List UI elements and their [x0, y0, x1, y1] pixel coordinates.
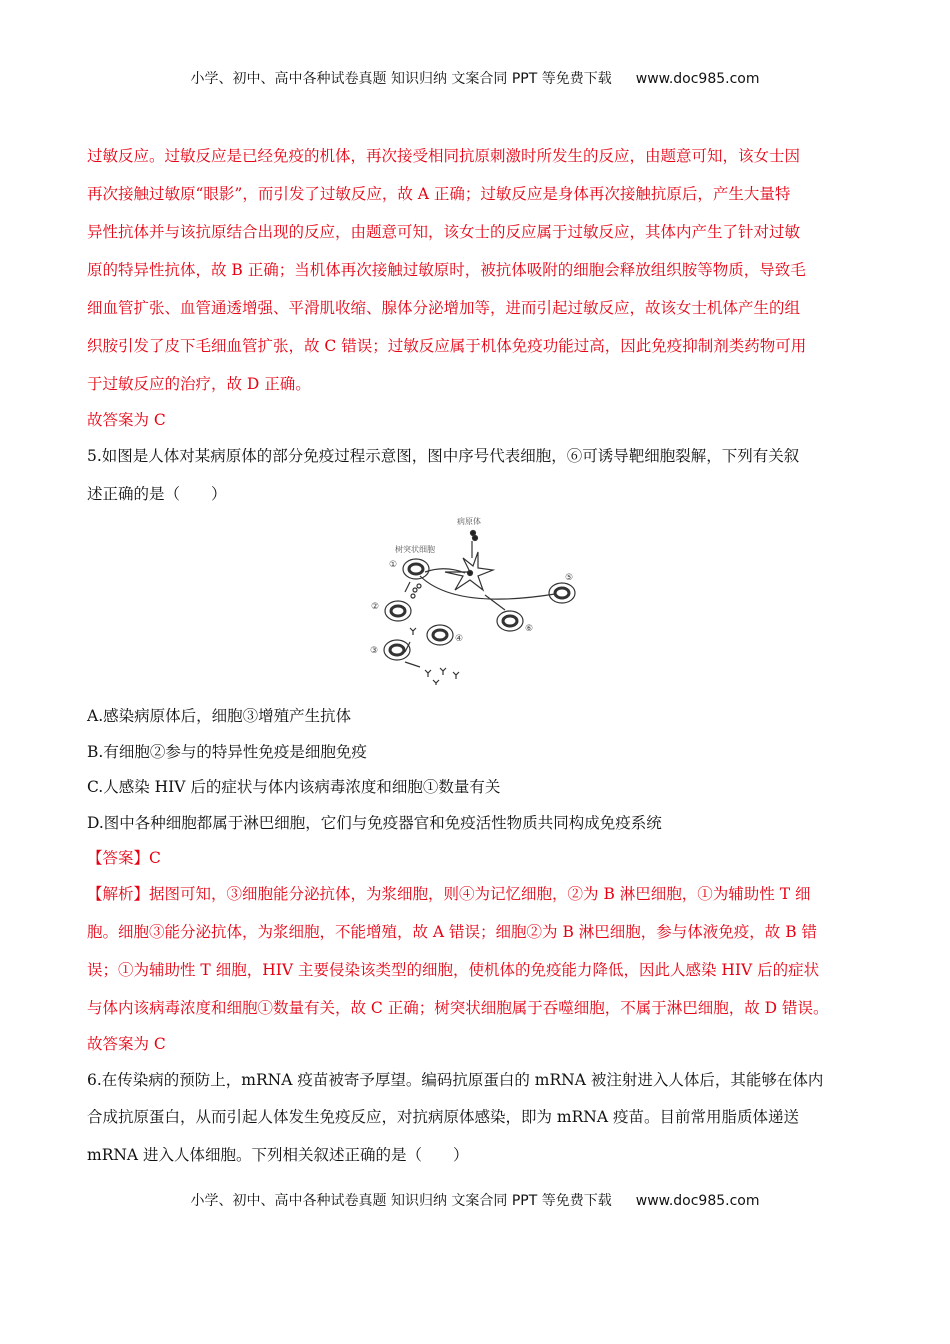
header-site-link[interactable]: www.doc985.com [635, 71, 760, 87]
q5-analysis-line [87, 884, 810, 904]
q5-analysis-line: 与体内该病毒浓度和细胞①数量有关，故 C 正确；树突状细胞属于吞噬细胞，不属于淋巴细胞，故 D 错误。 [87, 999, 829, 1017]
option-b: B.有细胞②参与的特异性免疫是细胞免疫 [87, 743, 367, 761]
explanation-line: 细血管扩张、血管通透增强、平滑肌收缩、腺体分泌增加等，进而引起过敏反应，故该女士机体产生的组 [87, 299, 801, 317]
q5-stem: 5.如图是人体对某病原体的部分免疫过程示意图，图中序号代表细胞，⑥可诱导靶细胞裂解，下列有关叙 [87, 447, 800, 465]
analysis-label: 【解析】 [87, 885, 150, 903]
option-c: C.人感染 HIV 后的症状与体内该病毒浓度和细胞①数量有关 [87, 778, 501, 796]
cell-label-6: ⑥ [525, 624, 534, 634]
q6-stem: mRNA 进入人体细胞。下列相关叙述正确的是（ ） [87, 1146, 469, 1164]
label-pathogen: 病原体 [457, 517, 481, 526]
q4-conclusion: 故答案为 C [87, 411, 166, 429]
option-d: D.图中各种细胞都属于淋巴细胞，它们与免疫器官和免疫活性物质共同构成免疫系统 [87, 814, 662, 832]
immune-process-diagram [365, 510, 585, 685]
q6-stem: 6.在传染病的预防上，mRNA 疫苗被寄予厚望。编码抗原蛋白的 mRNA 被注射进入人体后，其能够在体内 [87, 1071, 824, 1089]
q5-conclusion: 故答案为 C [87, 1035, 166, 1053]
footer-site-link[interactable]: www.doc985.com [635, 1193, 760, 1209]
explanation-line: 织胺引发了皮下毛细血管扩张，故 C 错误；过敏反应属于机体免疫功能过高，因此免疫抑制剂类药物可用 [87, 337, 807, 355]
q5-stem: 述正确的是（ ） [87, 485, 227, 503]
cell-label-2: ② [371, 602, 380, 612]
cell-label-4: ④ [455, 634, 464, 644]
explanation-line: 原的特异性抗体，故 B 正确；当机体再次接触过敏原时，被抗体吸附的细胞会释放组织胺等物质，导致毛 [87, 261, 806, 279]
option-a: A.感染病原体后，细胞③增殖产生抗体 [87, 707, 352, 725]
analysis-text: 据图可知，③细胞能分泌抗体，为浆细胞，则④为记忆细胞，②为 B 淋巴细胞，①为辅助性 T 细 [149, 885, 811, 903]
explanation-line: 再次接触过敏原“眼影”，而引发了过敏反应，故 A 正确；过敏反应是身体再次接触抗原后，产生大量特 [87, 185, 791, 203]
q5-analysis-line: 胞。细胞③能分泌抗体，为浆细胞，不能增殖，故 A 错误；细胞②为 B 淋巴细胞，参与体液免疫，故 B 错 [87, 923, 818, 941]
cell-label-1: ① [389, 560, 398, 570]
label-dendritic-cell: 树突状细胞 [395, 545, 435, 554]
page-footer [0, 1191, 950, 1211]
cell-label-3: ③ [370, 646, 379, 656]
q5-answer: 【答案】C [87, 849, 161, 867]
q5-analysis-line: 误；①为辅助性 T 细胞，HIV 主要侵染该类型的细胞，使机体的免疫能力降低，因此人感染 HIV 后的症状 [87, 961, 820, 979]
cell-label-5: ⑤ [565, 573, 574, 583]
explanation-line: 过敏反应。过敏反应是已经免疫的机体，再次接受相同抗原刺激时所发生的反应，由题意可知，该女士因 [87, 147, 801, 165]
explanation-line: 异性抗体并与该抗原结合出现的反应，由题意可知，该女士的反应属于过敏反应，其体内产生了针对过敏 [87, 223, 801, 241]
explanation-line: 于过敏反应的治疗，故 D 正确。 [87, 375, 311, 393]
page-header [0, 69, 950, 89]
q6-stem: 合成抗原蛋白，从而引起人体发生免疫反应，对抗病原体感染，即为 mRNA 疫苗。目前常用脂质体递送 [87, 1108, 799, 1126]
header-text: 小学、初中、高中各种试卷真题 知识归纳 文案合同 PPT 等免费下载 [190, 71, 612, 87]
footer-text: 小学、初中、高中各种试卷真题 知识归纳 文案合同 PPT 等免费下载 [190, 1193, 612, 1209]
